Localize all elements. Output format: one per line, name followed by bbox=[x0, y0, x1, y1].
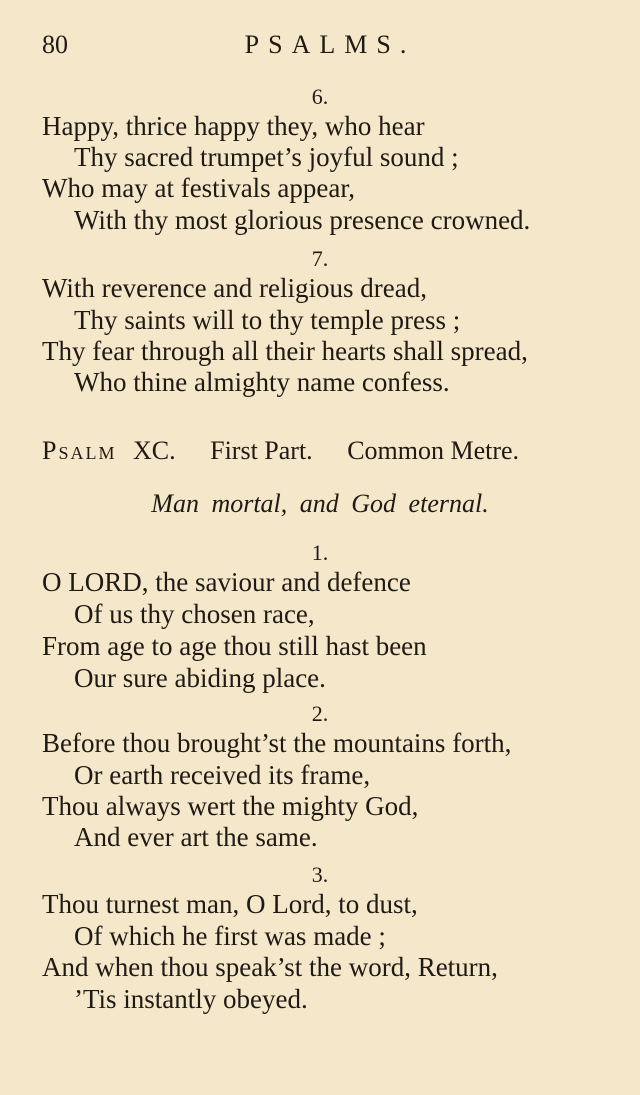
verse-line: Thy fear through all their hearts shall spread, bbox=[42, 336, 528, 366]
verse-line: And when thou speak’st the word, Return, bbox=[42, 952, 498, 982]
verse-line: Happy, thrice happy they, who hear bbox=[42, 111, 425, 141]
verse-line: Thou always wert the mighty God, bbox=[42, 791, 419, 821]
verse-line: From age to age thou still hast been bbox=[42, 631, 427, 661]
verse-line: Of which he first was made ; bbox=[74, 921, 386, 951]
stanza-number: 2. bbox=[311, 701, 329, 726]
verse-line: With thy most glorious presence crowned. bbox=[74, 205, 531, 235]
verse-line: Of us thy chosen race, bbox=[74, 599, 315, 629]
verse-line: Thy sacred trumpet’s joyful sound ; bbox=[74, 142, 459, 172]
running-title: PSALMS. bbox=[244, 30, 416, 59]
page-header bbox=[42, 30, 598, 70]
verse-line: With reverence and religious dread, bbox=[42, 273, 427, 303]
page-number: 80 bbox=[42, 30, 68, 59]
verse-line: And ever art the same. bbox=[74, 822, 318, 852]
verse-line: Our sure abiding place. bbox=[74, 663, 326, 693]
verse-line: Who may at festivals appear, bbox=[42, 173, 356, 203]
psalm-metre: Common Metre. bbox=[347, 436, 520, 465]
stanza-number: 3. bbox=[311, 862, 329, 887]
verse-line: ’Tis instantly obeyed. bbox=[74, 984, 308, 1014]
verse-line: O LORD, the saviour and defence bbox=[42, 567, 411, 597]
verse-line: Who thine almighty name confess. bbox=[74, 367, 450, 397]
stanza-number: 6. bbox=[311, 84, 329, 109]
psalm-part: First Part. bbox=[210, 436, 313, 465]
verse-line: Or earth received its frame, bbox=[74, 760, 371, 790]
psalm-heading bbox=[42, 438, 598, 464]
verse-line: Thou turnest man, O Lord, to dust, bbox=[42, 889, 418, 919]
psalm-numeral: XC. bbox=[132, 436, 176, 465]
verse-line: Before thou brought’st the mountains forth, bbox=[42, 728, 512, 758]
stanza-number: 1. bbox=[311, 540, 329, 565]
psalm-label: Psalm bbox=[42, 436, 117, 465]
verse-line: Thy saints will to thy temple press ; bbox=[74, 305, 461, 335]
psalm-subtitle: Man mortal, and God eternal. bbox=[151, 489, 489, 518]
stanza-number: 7. bbox=[311, 246, 329, 271]
